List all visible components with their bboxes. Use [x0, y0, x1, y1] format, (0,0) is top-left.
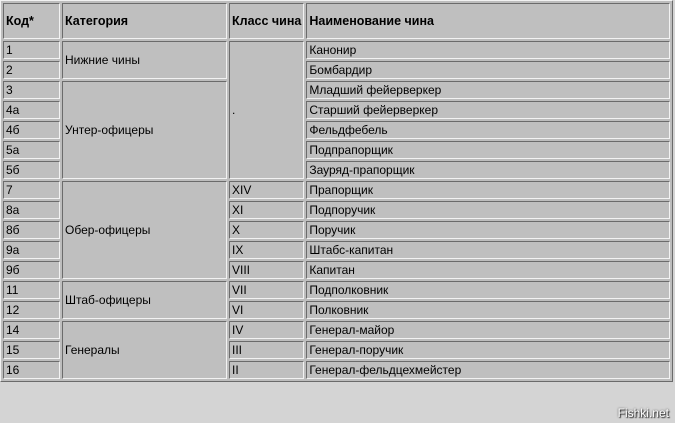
code-cell: 9б: [3, 261, 60, 279]
class-cell: VI: [229, 301, 304, 319]
category-cell: Унтер-офицеры: [62, 81, 227, 179]
code-cell: 1: [3, 41, 60, 59]
table-row: [3, 321, 670, 339]
category-cell: Штаб-офицеры: [62, 281, 227, 319]
code-cell: 8а: [3, 201, 60, 219]
rank-name-cell: Полковник: [306, 301, 670, 319]
rank-name-cell: Подполковник: [306, 281, 670, 299]
rank-name-cell: Прапорщик: [306, 181, 670, 199]
code-cell: 14: [3, 321, 60, 339]
rank-name-cell: Поручик: [306, 221, 670, 239]
rank-name-cell: Генерал-фельдцехмейстер: [306, 361, 670, 379]
class-cell: III: [229, 341, 304, 359]
table-row: [3, 41, 670, 59]
table-header-row: [3, 3, 670, 39]
class-cell: IV: [229, 321, 304, 339]
rank-name-cell: Младший фейерверкер: [306, 81, 670, 99]
rank-name-cell: Бомбардир: [306, 61, 670, 79]
watermark: Fishki.net: [617, 406, 669, 420]
code-cell: 4б: [3, 121, 60, 139]
category-cell: Генералы: [62, 321, 227, 379]
code-cell: 15: [3, 341, 60, 359]
code-cell: 5а: [3, 141, 60, 159]
table-row: [3, 81, 670, 99]
header-code: Код*: [3, 3, 60, 39]
code-cell: 9а: [3, 241, 60, 259]
category-cell: Обер-офицеры: [62, 181, 227, 279]
class-cell: .: [229, 41, 304, 179]
rank-name-cell: Капитан: [306, 261, 670, 279]
class-cell: X: [229, 221, 304, 239]
code-cell: 2: [3, 61, 60, 79]
code-cell: 8б: [3, 221, 60, 239]
code-cell: 5б: [3, 161, 60, 179]
header-category: Категория: [62, 3, 227, 39]
code-cell: 3: [3, 81, 60, 99]
header-rank-name: Наименование чина: [306, 3, 670, 39]
rank-name-cell: Старший фейерверкер: [306, 101, 670, 119]
table-row: [3, 181, 670, 199]
rank-name-cell: Зауряд-прапорщик: [306, 161, 670, 179]
class-cell: XI: [229, 201, 304, 219]
rank-name-cell: Канонир: [306, 41, 670, 59]
table-row: [3, 281, 670, 299]
code-cell: 12: [3, 301, 60, 319]
rank-name-cell: Генерал-майор: [306, 321, 670, 339]
rank-name-cell: Подпрапорщик: [306, 141, 670, 159]
code-cell: 16: [3, 361, 60, 379]
code-cell: 7: [3, 181, 60, 199]
rank-name-cell: Фельдфебель: [306, 121, 670, 139]
rank-name-cell: Подпоручик: [306, 201, 670, 219]
category-cell: Нижние чины: [62, 41, 227, 79]
header-class: Класс чина: [229, 3, 304, 39]
class-cell: VIII: [229, 261, 304, 279]
class-cell: II: [229, 361, 304, 379]
class-cell: VII: [229, 281, 304, 299]
code-cell: 4а: [3, 101, 60, 119]
code-cell: 11: [3, 281, 60, 299]
rank-name-cell: Генерал-поручик: [306, 341, 670, 359]
rank-name-cell: Штабс-капитан: [306, 241, 670, 259]
class-cell: XIV: [229, 181, 304, 199]
class-cell: IX: [229, 241, 304, 259]
